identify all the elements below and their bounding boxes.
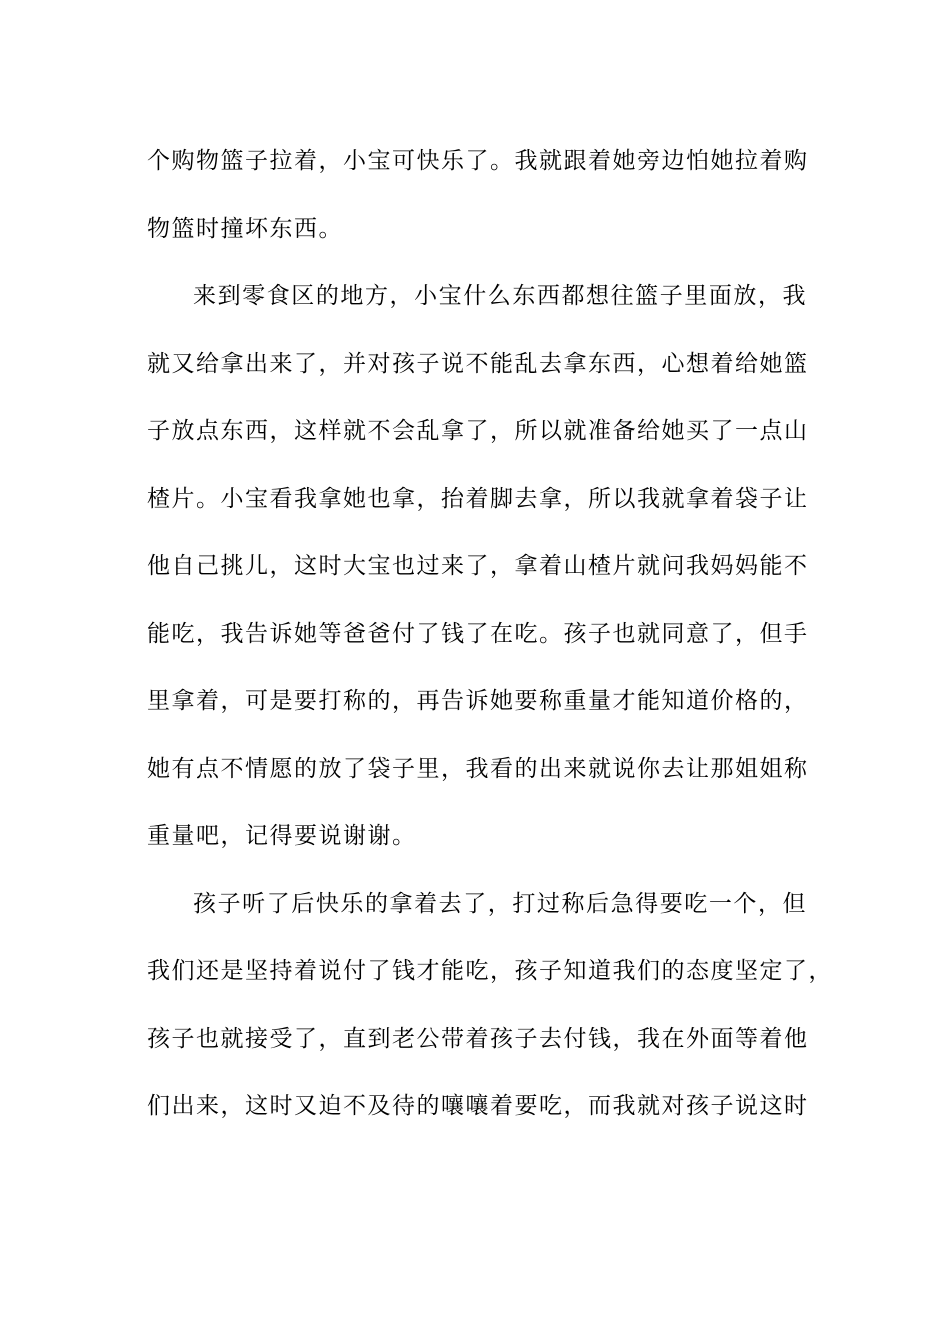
text-line: 孩子也就接受了，直到老公带着孩子去付钱，我在外面等着他 <box>147 1025 809 1052</box>
text-line: 他自己挑儿，这时大宝也过来了，拿着山楂片就问我妈妈能不 <box>147 553 809 579</box>
text-line: 物篮时撞坏东西。 <box>147 215 343 242</box>
text-line: 她有点不情愿的放了袋子里，我看的出来就说你去让那姐姐称 <box>147 755 809 782</box>
text-line: 能吃，我告诉她等爸爸付了钱了在吃。孩子也就同意了，但手 <box>147 620 809 647</box>
text-line: 重量吧，记得要说谢谢。 <box>147 823 417 849</box>
text-line: 楂片。小宝看我拿她也拿，抬着脚去拿，所以我就拿着袋子让 <box>147 485 809 512</box>
text-line: 我们还是坚持着说付了钱才能吃，孩子知道我们的态度坚定了， <box>147 958 833 984</box>
text-line: 子放点东西，这样就不会乱拿了，所以就准备给她买了一点山 <box>147 418 809 444</box>
text-line: 们出来，这时又迫不及待的嚷嚷着要吃，而我就对孩子说这时 <box>147 1093 809 1119</box>
text-line: 里拿着，可是要打称的，再告诉她要称重量才能知道价格的， <box>147 688 809 714</box>
paragraph-first-line: 孩子听了后快乐的拿着去了，打过称后急得要吃一个，但 <box>193 890 807 917</box>
text-line: 就又给拿出来了，并对孩子说不能乱去拿东西，心想着给她篮 <box>147 350 809 377</box>
text-line: 个购物篮子拉着，小宝可快乐了。我就跟着她旁边怕她拉着购 <box>147 148 809 174</box>
paragraph-first-line: 来到零食区的地方，小宝什么东西都想往篮子里面放，我 <box>193 283 807 309</box>
body-text <box>147 128 833 1141</box>
